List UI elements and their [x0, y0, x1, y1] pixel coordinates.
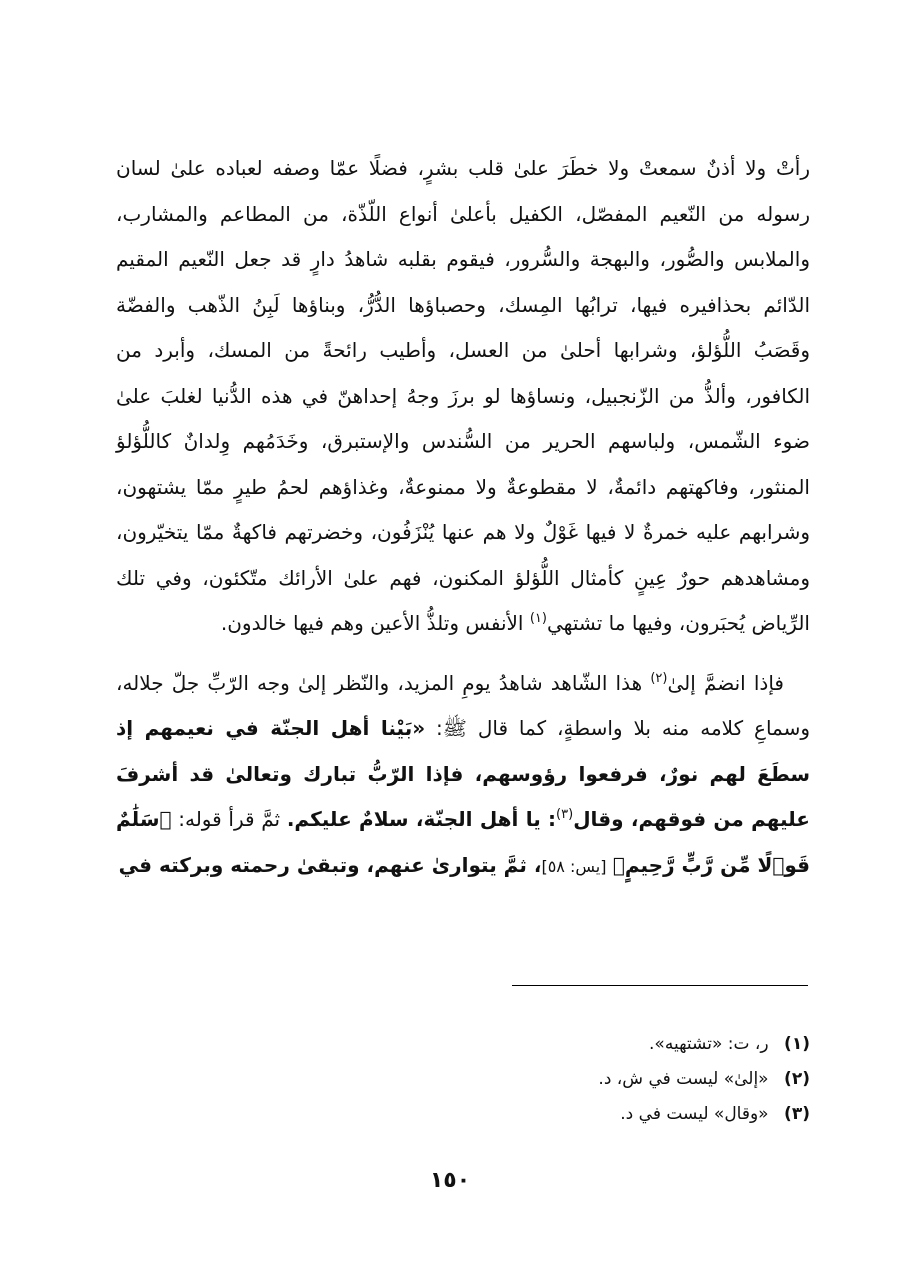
- paragraph-2-text-d: ، ثمَّ يتوارىٰ عنهم، وتبقىٰ رحمته وبركته في: [118, 852, 542, 877]
- footnote: [116, 1097, 810, 1132]
- paragraph-2: [116, 661, 810, 890]
- quran-verse: ﴿سَلَٰمٌ قَوۡلًا مِّن رَّبٍّ رَّحِيمٍ﴾: [116, 807, 810, 877]
- page-number: ١٥٠: [429, 1168, 471, 1193]
- footnote-number: (١): [784, 1034, 810, 1054]
- footnote: [116, 1027, 810, 1062]
- paragraph-2-text-b: هذا الشّاهد شاهدُ يومِ المزيد، والنّظر إلىٰ وجه الرّبِّ جلّ جلاله، وسماعِ كلامه منه بلا واسطةٍ، كما قال ﷺ:: [116, 670, 811, 740]
- footnote-text: «وقال» ليست في د.: [620, 1104, 769, 1124]
- paragraph-1-text-end: الأنفس وتلذُّ الأعين وهم فيها خالدون.: [220, 611, 524, 635]
- verse-reference: [يس: ٥٨]: [541, 856, 607, 876]
- footnote-separator: [512, 985, 808, 986]
- hadith-quote: «بَيْنا أهل الجنّة في نعيمهم إذ سطَعَ لهم نورٌ، فرفعوا رؤوسهم، فإذا الرّبُّ تبارك وتعالىٰ قد أشرفَ عليهم من فوقهم، وقال: [116, 716, 810, 831]
- paragraph-2-text-a: فإذا انضمَّ إلىٰ: [667, 670, 784, 695]
- footnotes: [116, 1027, 810, 1132]
- footnote-number: (٣): [784, 1104, 810, 1124]
- hadith-quote-end: : يا أهل الجنّة، سلامٌ عليكم.: [286, 807, 557, 831]
- footnote-text: «إلىٰ» ليست في ش، د.: [598, 1069, 769, 1089]
- footnote-marker-2: (٢): [650, 670, 668, 686]
- footnote-number: (٢): [784, 1069, 810, 1089]
- body-text: [116, 146, 810, 889]
- footnote-text: ر، ت: «تشتهيه».: [649, 1034, 769, 1054]
- footnote-marker-3: (٣): [556, 807, 574, 822]
- footnote-marker-1: (١): [529, 611, 547, 626]
- paragraph-2-text-c: ثمَّ قرأ قوله:: [178, 807, 281, 831]
- paragraph-1: [116, 146, 810, 647]
- footnote: [116, 1062, 810, 1097]
- paragraph-1-text: رأتْ ولا أذنٌ سمعتْ ولا خطَرَ علىٰ قلب بشرٍ، فضلًا عمّا وصفه لعباده علىٰ لسان رسوله من النّعيم المفصّل، الكفيل بأعلىٰ أنواع اللّذّة، من المطاعم والمشارب، والملابس والصُّور، والبهجة والسُّرور، فيقوم بقلبه شاهدُ دارٍ قد جعل النّعيم المقيم الدّائم بحذافيره فيها، ترابُها المِسك، وحصباؤها الدُّرُّ، وبناؤها لَبِنُ الذّهب والفضّة وقَصَبُ اللُّؤلؤ، وشرابها أحلىٰ من العسل، وأطيب رائحةً من المسك، وأبرد من الكافور، وألذُّ من الزّنجبيل، ونساؤها لو برزَ وجهُ إحداهنّ في هذه الدُّنيا لغلبَ علىٰ ضوء الشّمس، ولباسهم الحرير من السُّندس والإستبرق، وخَدَمُهم وِلدانٌ كاللُّؤلؤ المنثور، وفاكهتهم دائمةٌ، لا مقطوعةٌ ولا ممنوعةٌ، وغذاؤهم لحمُ طيرٍ ممّا يشتهون، وشرابهم عليه خمرةٌ لا فيها غَوْلٌ ولا هم عنها يُنْزَفُون، وخضرتهم فاكهةٌ ممّا يتخيّرون، ومشاهدهم حورٌ عِينٍ كأمثال اللُّؤلؤ المكنون، فهم علىٰ الأرائك متّكئون، وفي تلك الرِّياض يُحبَرون، وفيها ما تشتهي: [116, 156, 810, 635]
